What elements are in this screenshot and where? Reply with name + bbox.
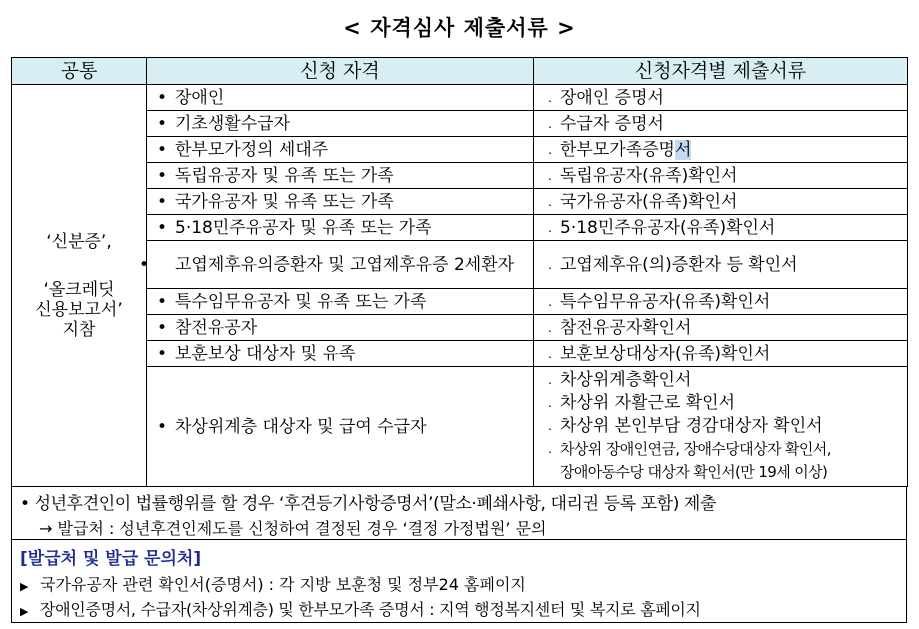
document-cell xyxy=(534,367,908,487)
issuer-section-heading: [발급처 및 발급 문의처] xyxy=(20,549,202,569)
qualification-cell: • 보훈보상 대상자 및 유족 xyxy=(147,341,534,367)
document-cell: . 수급자 증명서 xyxy=(534,111,908,137)
table-row xyxy=(12,189,908,215)
header-documents: 신청자격별 제출서류 xyxy=(534,58,908,85)
document-item: . 차상위 자활근로 확인서 xyxy=(548,393,736,413)
qualification-cell: • 한부모가정의 세대주 xyxy=(147,137,534,163)
divider xyxy=(12,539,906,540)
common-line: 신용보고서’ xyxy=(35,299,123,320)
qualification-cell: • 참전유공자 xyxy=(147,315,534,341)
table-row xyxy=(12,367,908,487)
table-row xyxy=(12,241,908,289)
triangle-bullet-icon: ▶ xyxy=(20,605,29,618)
document-item: . 차상위 본인부담 경감대상자 확인서 xyxy=(548,416,823,436)
guardian-issuer-note: → 발급처 : 성년후견인제도를 신청하여 결정된 경우 ‘결정 가정법원’ 문의 xyxy=(39,519,547,538)
text-selection-highlight: 서 xyxy=(674,139,692,160)
document-cell: . 독립유공자(유족)확인서 xyxy=(534,163,908,189)
document-item: . 차상위 장애인연금, 장애수당대상자 확인서, xyxy=(548,440,831,458)
header-qualification: 신청 자격 xyxy=(147,58,534,85)
header-common: 공통 xyxy=(12,58,147,85)
issuer-line: ▶ 장애인증명서, 수급자(차상위계층) 및 한부모가족 증명서 : 지역 행정복지센터 및 복지로 홈페이지 xyxy=(20,600,701,619)
document-cell: . 한부모가족증명서 xyxy=(534,137,908,163)
table-row xyxy=(12,289,908,315)
qualification-cell: • 고엽제후유의증환자 및 고엽제후유증 2세환자 xyxy=(147,241,534,289)
document-cell: . 국가유공자(유족)확인서 xyxy=(534,189,908,215)
page-title: < 자격심사 제출서류 > xyxy=(343,16,576,40)
document-item-continuation: 장애아동수당 대상자 확인서(만 19세 이상) xyxy=(560,463,828,481)
table-row xyxy=(12,85,908,111)
qualification-cell: • 독립유공자 및 유족 또는 가족 xyxy=(147,163,534,189)
qualification-cell: • 차상위계층 대상자 및 급여 수급자 xyxy=(147,367,534,487)
document-cell: . 특수임무유공자(유족)확인서 xyxy=(534,289,908,315)
table-row xyxy=(12,111,908,137)
table-row xyxy=(12,341,908,367)
table-row xyxy=(12,315,908,341)
table-row xyxy=(12,215,908,241)
document-cell: . 고엽제후유(의)증환자 등 확인서 xyxy=(534,241,908,289)
documents-table xyxy=(11,57,908,487)
qualification-cell: • 장애인 xyxy=(147,85,534,111)
notes-section xyxy=(11,486,907,623)
common-line: ‘올크레딧 xyxy=(43,279,115,300)
issuer-line: ▶ 국가유공자 관련 확인서(증명서) : 각 지방 보훈청 및 정부24 홈페이지 xyxy=(20,575,526,594)
table-header-row xyxy=(12,58,908,85)
document-cell: . 참전유공자확인서 xyxy=(534,315,908,341)
common-line: 지참 xyxy=(62,319,96,340)
triangle-bullet-icon: ▶ xyxy=(20,580,29,593)
document-cell: . 보훈보상대상자(유족)확인서 xyxy=(534,341,908,367)
document-cell: . 5·18민주유공자(유족)확인서 xyxy=(534,215,908,241)
document-item: . 차상위계층확인서 xyxy=(548,370,692,390)
common-requirements xyxy=(12,85,147,487)
qualification-cell: • 5·18민주유공자 및 유족 또는 가족 xyxy=(147,215,534,241)
qualification-cell: • 국가유공자 및 유족 또는 가족 xyxy=(147,189,534,215)
qualification-cell: • 기초생활수급자 xyxy=(147,111,534,137)
qualification-cell: • 특수임무유공자 및 유족 또는 가족 xyxy=(147,289,534,315)
table-row xyxy=(12,137,908,163)
common-line: ‘신분증’, xyxy=(46,231,112,252)
guardian-note: • 성년후견인이 법률행위를 할 경우 ‘후견등기사항증명서’(말소·폐쇄사항, 대리권 등록 포함) 제출 xyxy=(20,494,716,514)
table-row xyxy=(12,163,908,189)
document-cell: . 장애인 증명서 xyxy=(534,85,908,111)
